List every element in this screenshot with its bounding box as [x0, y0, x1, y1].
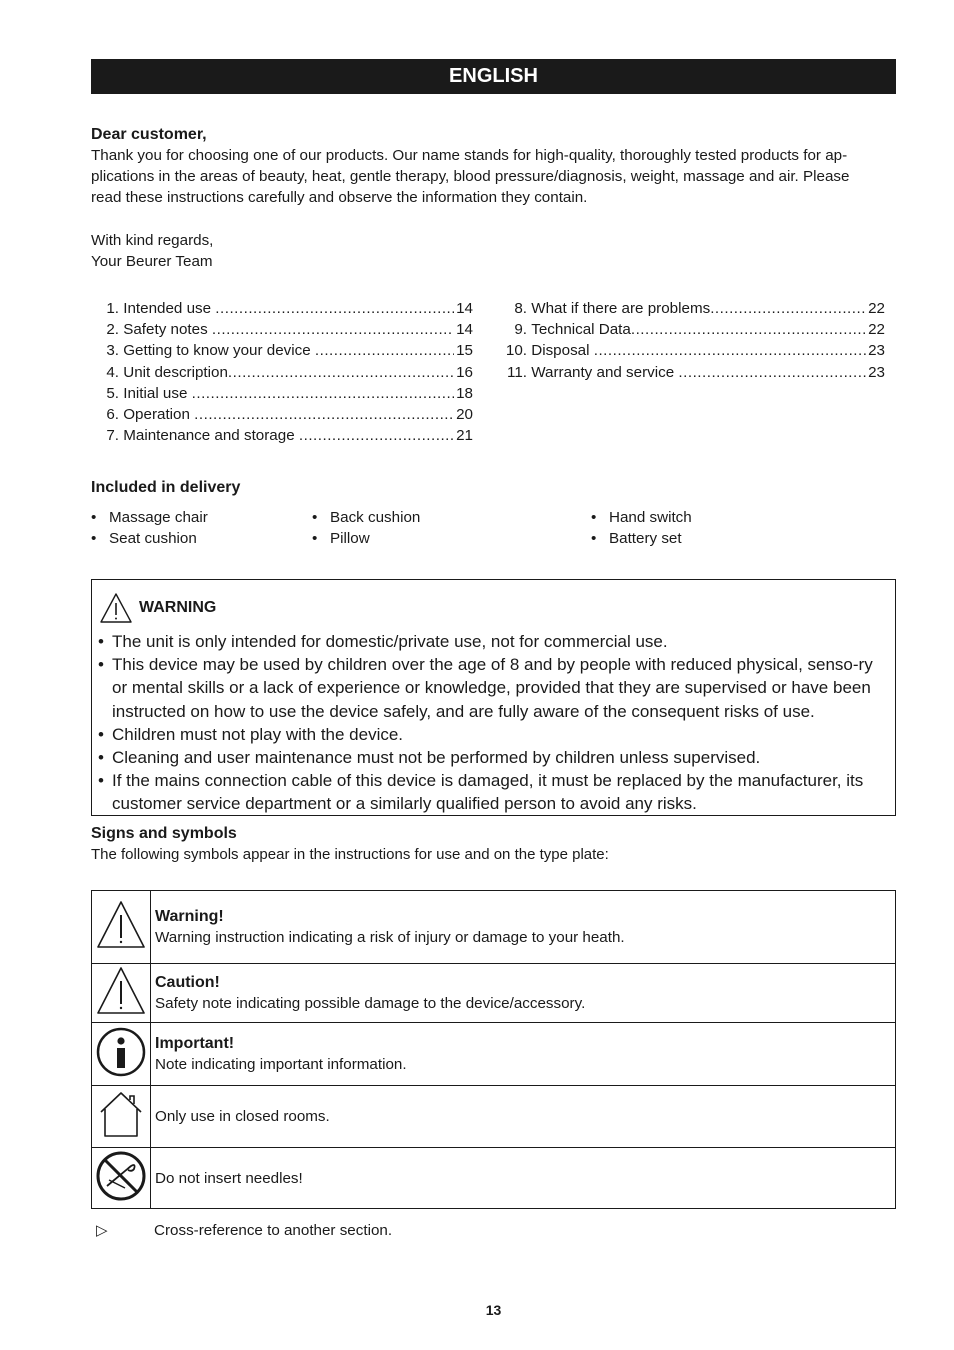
- toc-leader: [212, 319, 454, 340]
- toc-leader: [678, 362, 866, 383]
- signs-intro: The following symbols appear in the instructions for use and on the type plate:: [91, 846, 609, 863]
- toc-title: Warranty and service: [531, 363, 675, 381]
- toc-title: Intended use: [123, 300, 212, 317]
- toc-leader: [315, 340, 454, 361]
- toc-page: 16: [456, 363, 473, 381]
- greeting-line: Thank you for choosing one of our products. Our name stands for high-quality, thoroughly tested products for ap-: [91, 147, 848, 164]
- toc-number: 1.: [106, 300, 119, 317]
- warning-triangle-icon: [99, 592, 133, 624]
- signs-heading: Signs and symbols: [91, 825, 237, 842]
- toc-page: 23: [868, 363, 885, 381]
- symbol-title: Important!: [155, 1035, 235, 1052]
- toc-leader: [631, 319, 866, 340]
- symbol-cell: [92, 891, 151, 964]
- toc-number: 9.: [514, 321, 527, 339]
- delivery-heading: Included in delivery: [91, 479, 241, 496]
- symbol-description: [151, 1086, 896, 1148]
- toc-number: 5.: [106, 384, 119, 402]
- greeting-line: read these instructions carefully and observe the information they contain.: [91, 189, 588, 206]
- warning-box: [91, 579, 896, 816]
- language-header: ENGLISH: [91, 59, 896, 94]
- symbol-row: [92, 1148, 896, 1209]
- symbol-title: Warning!: [155, 908, 224, 925]
- delivery-item: • Seat cushion: [109, 528, 197, 549]
- symbol-row: [92, 1023, 896, 1086]
- toc-page: 23: [868, 342, 885, 360]
- toc-entry[interactable]: [91, 362, 473, 383]
- toc-entry[interactable]: [91, 319, 473, 340]
- symbol-text: Note indicating important information.: [155, 1056, 407, 1073]
- warning-header: [99, 592, 216, 624]
- warning-item: • If the mains connection cable of this device is damaged, it must be replaced by the manufacturer, its customer service department or a similarly qualified person to avoid any risks.: [98, 769, 888, 815]
- symbol-description: [151, 891, 896, 964]
- toc-leader: [228, 362, 454, 383]
- toc-title: Disposal: [531, 342, 590, 360]
- delivery-item: • Battery set: [609, 528, 682, 549]
- symbol-cell: [92, 1023, 151, 1086]
- toc-entry[interactable]: [499, 298, 885, 319]
- house-icon: [95, 1088, 147, 1140]
- crossref-arrow-icon: ▷: [96, 1222, 108, 1239]
- toc-page: 22: [868, 321, 885, 339]
- warning-item: • Children must not play with the device.: [98, 723, 888, 746]
- toc-left-column: [91, 298, 473, 446]
- toc-number: 11.: [507, 363, 527, 381]
- info-icon: [95, 1026, 147, 1078]
- symbol-cell: [92, 1086, 151, 1148]
- greeting-section: [91, 124, 896, 208]
- delivery-item: • Pillow: [330, 528, 370, 549]
- toc-leader: [194, 404, 454, 425]
- closing-section: [91, 230, 213, 272]
- toc-number: 6.: [106, 406, 119, 424]
- toc-page: 21: [456, 427, 473, 445]
- toc-title: Getting to know your device: [123, 342, 311, 360]
- toc-title: Unit description: [123, 363, 228, 381]
- toc-number: 7.: [106, 427, 119, 445]
- toc-page: 15: [456, 342, 473, 360]
- toc-entry[interactable]: [91, 404, 473, 425]
- crossref-text: Cross-reference to another section.: [154, 1222, 393, 1239]
- toc-page: 14: [456, 300, 473, 317]
- toc-number: 3.: [106, 342, 119, 360]
- toc-title: What if there are problems: [531, 300, 711, 317]
- delivery-item: • Back cushion: [330, 507, 420, 528]
- delivery-list: [91, 507, 896, 551]
- toc-title: Operation: [123, 406, 190, 424]
- caution-triangle-icon: [95, 965, 147, 1017]
- toc-number: 4.: [106, 363, 119, 381]
- toc-page: 22: [868, 300, 885, 317]
- toc-leader: [215, 298, 454, 319]
- no-needles-icon: [95, 1150, 147, 1202]
- toc-leader: [594, 340, 866, 361]
- toc-title: Technical Data: [531, 321, 631, 339]
- symbol-text: Warning instruction indicating a risk of injury or damage to your heath.: [155, 929, 625, 946]
- symbol-text: Safety note indicating possible damage to the device/accessory.: [155, 995, 586, 1012]
- toc-entry[interactable]: [91, 425, 473, 446]
- symbol-text: Only use in closed rooms.: [155, 1108, 330, 1125]
- toc-title: Initial use: [123, 384, 188, 402]
- symbol-cell: [92, 1148, 151, 1209]
- symbol-text: Do not insert needles!: [155, 1169, 303, 1187]
- toc-number: 2.: [106, 321, 119, 339]
- toc-entry[interactable]: [499, 319, 885, 340]
- toc-entry[interactable]: [499, 340, 885, 361]
- toc-leader: [192, 383, 454, 404]
- toc-entry[interactable]: [91, 383, 473, 404]
- warning-item: • Cleaning and user maintenance must not be performed by children unless supervised.: [98, 746, 888, 769]
- symbol-description: [151, 1148, 896, 1209]
- warning-list: [98, 630, 888, 816]
- symbol-row: [92, 964, 896, 1023]
- salutation: Dear customer,: [91, 126, 207, 143]
- toc-title: Maintenance and storage: [123, 427, 295, 445]
- toc-title: Safety notes: [123, 321, 208, 339]
- warning-title: WARNING: [139, 599, 217, 616]
- toc-page: 14: [456, 321, 473, 339]
- symbol-description: [151, 964, 896, 1023]
- symbol-cell: [92, 964, 151, 1023]
- signature: Your Beurer Team: [91, 253, 213, 270]
- delivery-item: • Hand switch: [609, 507, 692, 528]
- toc-right-column: [499, 298, 885, 383]
- symbol-row: [92, 1086, 896, 1148]
- symbol-title: Caution!: [155, 974, 220, 991]
- closing: With kind regards,: [91, 232, 214, 249]
- warning-item: • This device may be used by children over the age of 8 and by people with reduced physical, senso-ry or mental skills or a lack of experience or knowledge, provided that they are supervised or have been instructed on how to use the device safely, and are fully aware of the consequent risks of use.: [98, 653, 888, 723]
- toc-entry[interactable]: [91, 340, 473, 361]
- delivery-item: • Massage chair: [109, 507, 208, 528]
- toc-entry[interactable]: [91, 298, 473, 319]
- symbol-description: [151, 1023, 896, 1086]
- symbol-row: [92, 891, 896, 964]
- greeting-line: plications in the areas of beauty, heat, gentle therapy, blood pressure/diagnosis, weight, massage and air. Please: [91, 168, 850, 185]
- warning-item: • The unit is only intended for domestic/private use, not for commercial use.: [98, 630, 888, 653]
- toc-page: 20: [456, 406, 473, 424]
- toc-entry[interactable]: [499, 362, 885, 383]
- toc-number: 10.: [505, 342, 527, 360]
- toc-page: 18: [456, 384, 473, 402]
- toc-leader: [299, 425, 454, 446]
- page-number: 13: [485, 1302, 502, 1318]
- toc-number: 8.: [514, 300, 527, 317]
- symbols-table: [91, 890, 896, 1209]
- warning-triangle-icon: [95, 899, 147, 951]
- toc-leader: [710, 298, 866, 319]
